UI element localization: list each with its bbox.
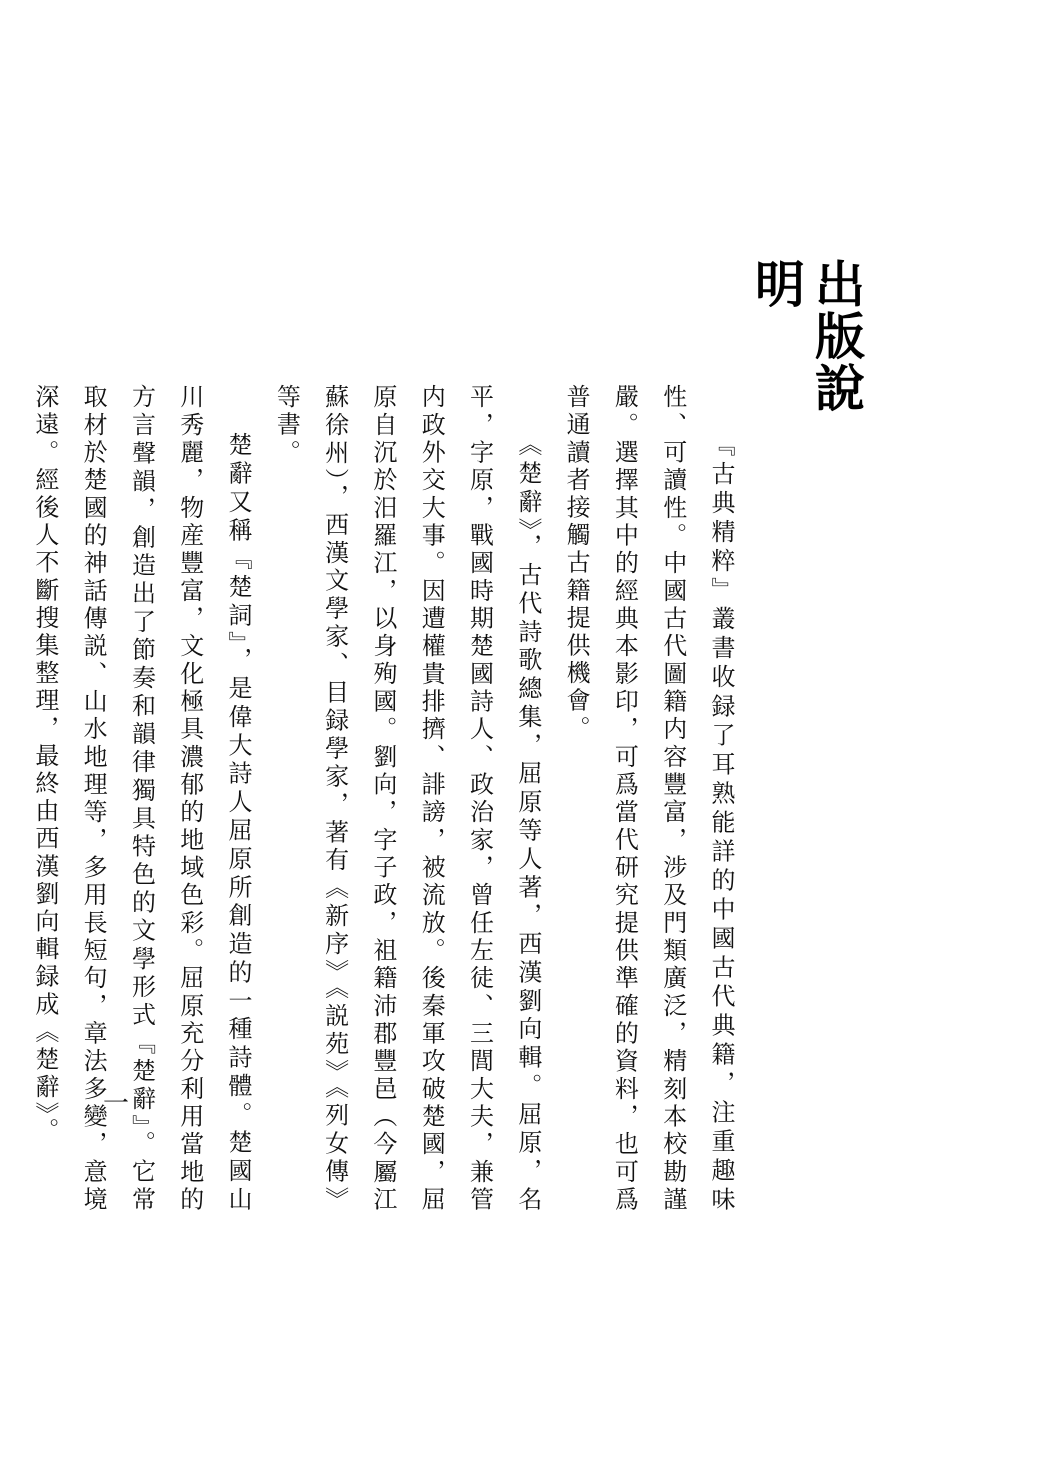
page-number: 一 xyxy=(102,1089,129,1119)
body-text xyxy=(30,384,745,1214)
paragraph-2: 《楚辭》，古代詩歌總集，屈原等人著，西漢劉向輯。屈原，名平，字原，戰國時期楚國詩人、政治家，曾任左徒、三閭大夫，兼管内政外交大事。因遭權貴排擠、誹謗，被流放。後秦軍攻破楚國，屈原自沉於汨羅江，以身殉國。劉向，字子政，祖籍沛郡豐邑（今屬江蘇徐州），西漢文學家、目録學家，著有《新序》《説苑》《列女傳》等書。 xyxy=(272,384,542,1214)
paragraph-1: 『古典精粹』叢書收録了耳熟能詳的中國古代典籍，注重趣味性、可讀性。中國古代圖籍内容豐富，涉及門類廣泛，精刻本校勘謹嚴。選擇其中的經典本影印，可爲當代研究提供準確的資料，也可爲普通讀者接觸古籍提供機會。 xyxy=(562,384,735,1214)
page-title: 出版說明 xyxy=(747,258,866,414)
paragraph-3: 楚辭又稱『楚詞』，是偉大詩人屈原所創造的一種詩體。楚國山川秀麗，物産豐富，文化極具濃郁的地域色彩。屈原充分利用當地的方言聲韻，創造出了節奏和韻律獨具特色的文學形式『楚辭』。它常取材於楚國的神話傳説、山水地理等，多用長短句，章法多變，意境深遠。經後人不斷搜集整理，最終由西漢劉向輯録成《楚辭》。 xyxy=(30,384,253,1214)
